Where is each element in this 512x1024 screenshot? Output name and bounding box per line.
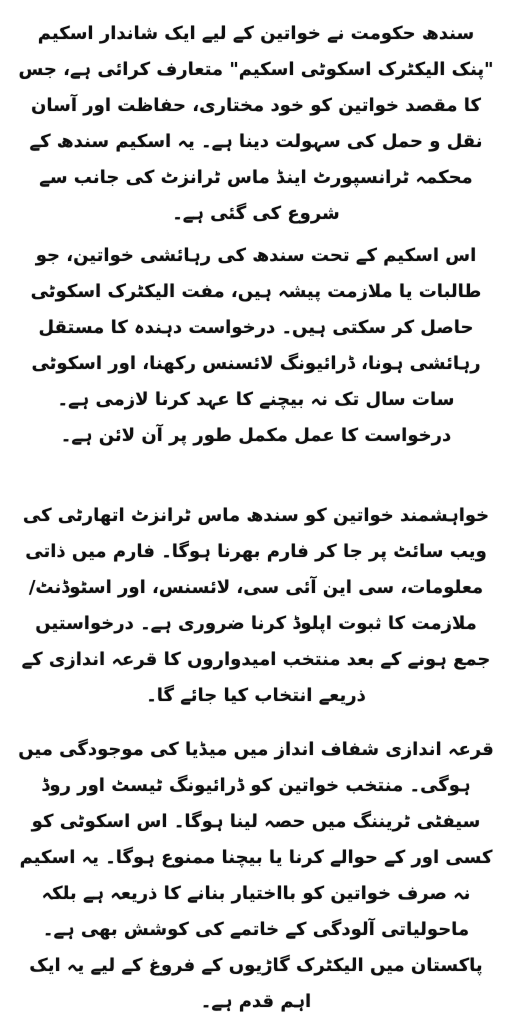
paragraph-eligibility: اس اسکیم کے تحت سندھ کی رہائشی خواتین، جو طالبات یا ملازمت پیشہ ہیں، مفت الیکٹرک اسکوٹی حاصل کر سکتی ہیں۔ درخواست دہندہ کا مستقل رہائشی ہونا، ڈرائیونگ لائسنس رکھنا، اور اسکوٹی سات سال تک نہ بیچنے کا عہد کرنا لازمی ہے۔ درخواست کا عمل مکمل طور پر آن لائن ہے۔ [30, 245, 482, 446]
paragraph-scheme-intro: سندھ حکومت نے خواتین کے لیے ایک شاندار اسکیم "پنک الیکٹرک اسکوٹی اسکیم" متعارف کرائی ہے، جس کا مقصد خواتین کو خود مختاری، حفاظت اور آسان نقل و حمل کی سہولت دینا ہے۔ یہ اسکیم سندھ کے محکمہ ٹرانسپورٹ اینڈ ماس ٹرانزٹ کی جانب سے شروع کی گئی ہے۔ [18, 23, 494, 224]
paragraph-selection-and-goals: قرعہ اندازی شفاف انداز میں میڈیا کی موجودگی میں ہوگی۔ منتخب خواتین کو ڈرائیونگ ٹیسٹ اور روڈ سیفٹی ٹریننگ میں حصہ لینا ہوگا۔ اس اسکوٹی کو کسی اور کے حوالے کرنا یا بیچنا ممنوع ہوگا۔ یہ اسکیم نہ صرف خواتین کو بااختیار بنانے کا ذریعہ ہے بلکہ ماحولیاتی آلودگی کے خاتمے کی کوشش بھی ہے۔ پاکستان میں الیکٹرک گاڑیوں کے فروغ کے لیے یہ ایک اہم قدم ہے۔ [18, 739, 494, 1012]
paragraph-application-process: خواہشمند خواتین کو سندھ ماس ٹرانزٹ اتھارٹی کی ویب سائٹ پر جا کر فارم بھرنا ہوگا۔ فارم میں ذاتی معلومات، سی این آئی سی، لائسنس، اور اسٹوڈنٹ/ملازمت کا ثبوت اپلوڈ کرنا ضروری ہے۔ درخواستیں جمع ہونے کے بعد منتخب امیدواروں کا قرعہ اندازی کے ذریعے انتخاب کیا جائے گا۔ [21, 505, 491, 706]
